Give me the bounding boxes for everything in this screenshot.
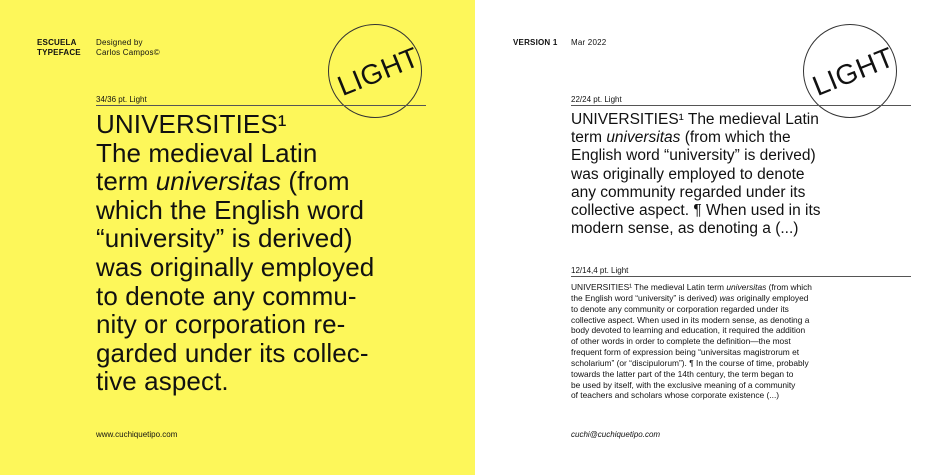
medium-sample-text — [571, 111, 821, 238]
line-text: collective aspect. ¶ When used in its — [571, 202, 821, 220]
line-text: “university” is derived) — [96, 223, 353, 254]
brand-line-1: ESCUELA — [37, 38, 77, 47]
line-text: originally employed — [734, 292, 809, 303]
divider-rule — [96, 105, 426, 106]
line-text: to denote any community or corporation regarded under its — [571, 303, 789, 314]
designer-line-1: Designed by — [96, 38, 143, 47]
line-text: be used by itself, with the exclusive meaning of a community — [571, 379, 796, 390]
sample-line — [96, 367, 374, 396]
italic-word: was — [719, 292, 735, 303]
sample-line — [96, 253, 374, 282]
italic-word: universitas — [606, 129, 681, 147]
sample-line — [571, 315, 812, 326]
line-text: body devoted to learning and education, it required the addition — [571, 325, 806, 336]
line-text: towards the latter part of the 14th century, the term began to — [571, 368, 794, 379]
large-sample-text — [96, 110, 374, 396]
sample-line — [571, 336, 812, 347]
line-text: (from — [281, 166, 350, 197]
line-text: (from which — [766, 282, 812, 292]
website-link[interactable]: www.cuchiquetipo.com — [96, 430, 178, 439]
line-text: nity or corporation re- — [96, 309, 346, 340]
sample-line — [96, 196, 374, 225]
sample-line — [571, 347, 812, 358]
sample-line — [571, 202, 821, 220]
sample-line — [96, 139, 374, 168]
designer-credit — [96, 38, 160, 58]
sample-line — [96, 339, 374, 368]
release-date: Mar 2022 — [571, 38, 607, 47]
line-text: of other words in order to complete the definition—the most — [571, 336, 791, 347]
line-text: (from which the — [680, 129, 791, 147]
email-link[interactable]: cuchi@cuchiquetipo.com — [571, 430, 661, 439]
sample-line — [571, 220, 821, 238]
sample-line — [571, 390, 812, 401]
line-text: frequent form of expression being “universitas magistrorum et — [571, 347, 800, 358]
line-text: was originally employed to denote — [571, 165, 805, 183]
sample-line — [571, 166, 821, 184]
size-spec-small: 12/14,4 pt. Light — [571, 266, 629, 275]
line-text: collective aspect. When used in its modern sense, as denoting a — [571, 314, 810, 325]
version-label: VERSION 1 — [513, 38, 558, 47]
size-spec-medium: 22/24 pt. Light — [571, 95, 622, 104]
weight-badge-label: LIGHT — [333, 41, 424, 102]
line-text: was originally employed — [96, 251, 375, 282]
divider-rule-medium — [571, 105, 911, 106]
brand-name — [37, 38, 81, 58]
size-spec-label: 34/36 pt. Light — [96, 95, 147, 104]
sample-line — [571, 184, 821, 202]
line-text: of teachers and scholars whose corporate existence (...) — [571, 390, 780, 401]
line-text: the English word “university” is derived) — [571, 292, 720, 303]
designer-line-2: Carlos Campos© — [96, 48, 160, 57]
line-text: tive aspect. — [96, 366, 229, 397]
sample-line — [96, 310, 374, 339]
italic-word: universitas — [726, 282, 767, 292]
line-text: The medieval Latin — [96, 137, 318, 168]
sample-line — [96, 282, 374, 311]
sample-line — [571, 147, 821, 165]
sample-line — [571, 325, 812, 336]
sample-line — [96, 167, 374, 196]
line-text: UNIVERSITIES¹ The medieval Latin term — [571, 282, 727, 292]
sample-line — [571, 369, 812, 380]
line-text: term — [96, 166, 156, 197]
sample-line — [96, 110, 374, 139]
line-text: scholarium” (or “discipulorum”). ¶ In the course of time, probably — [571, 357, 809, 368]
weight-badge-label: LIGHT — [808, 41, 899, 102]
line-text: garded under its collec- — [96, 337, 369, 368]
line-text: English word “university” is derived) — [571, 147, 816, 165]
right-specimen-panel — [475, 0, 950, 475]
sample-line — [571, 358, 812, 369]
sample-line — [571, 304, 812, 315]
line-text: to denote any commu- — [96, 280, 357, 311]
line-text: UNIVERSITIES¹ The medieval Latin — [571, 111, 819, 128]
sample-line — [571, 129, 821, 147]
line-text: modern sense, as denoting a (...) — [571, 220, 799, 238]
sample-line — [571, 282, 812, 293]
brand-line-2: TYPEFACE — [37, 48, 81, 57]
sample-line — [571, 380, 812, 391]
line-text: term — [571, 129, 607, 147]
sample-line — [96, 224, 374, 253]
divider-rule-small — [571, 276, 911, 277]
line-text: which the English word — [96, 194, 365, 225]
small-sample-text — [571, 282, 812, 401]
italic-word: universitas — [155, 166, 282, 197]
line-text: UNIVERSITIES¹ — [96, 109, 287, 139]
sample-line — [571, 293, 812, 304]
line-text: any community regarded under its — [571, 183, 806, 201]
sample-line — [571, 111, 821, 129]
